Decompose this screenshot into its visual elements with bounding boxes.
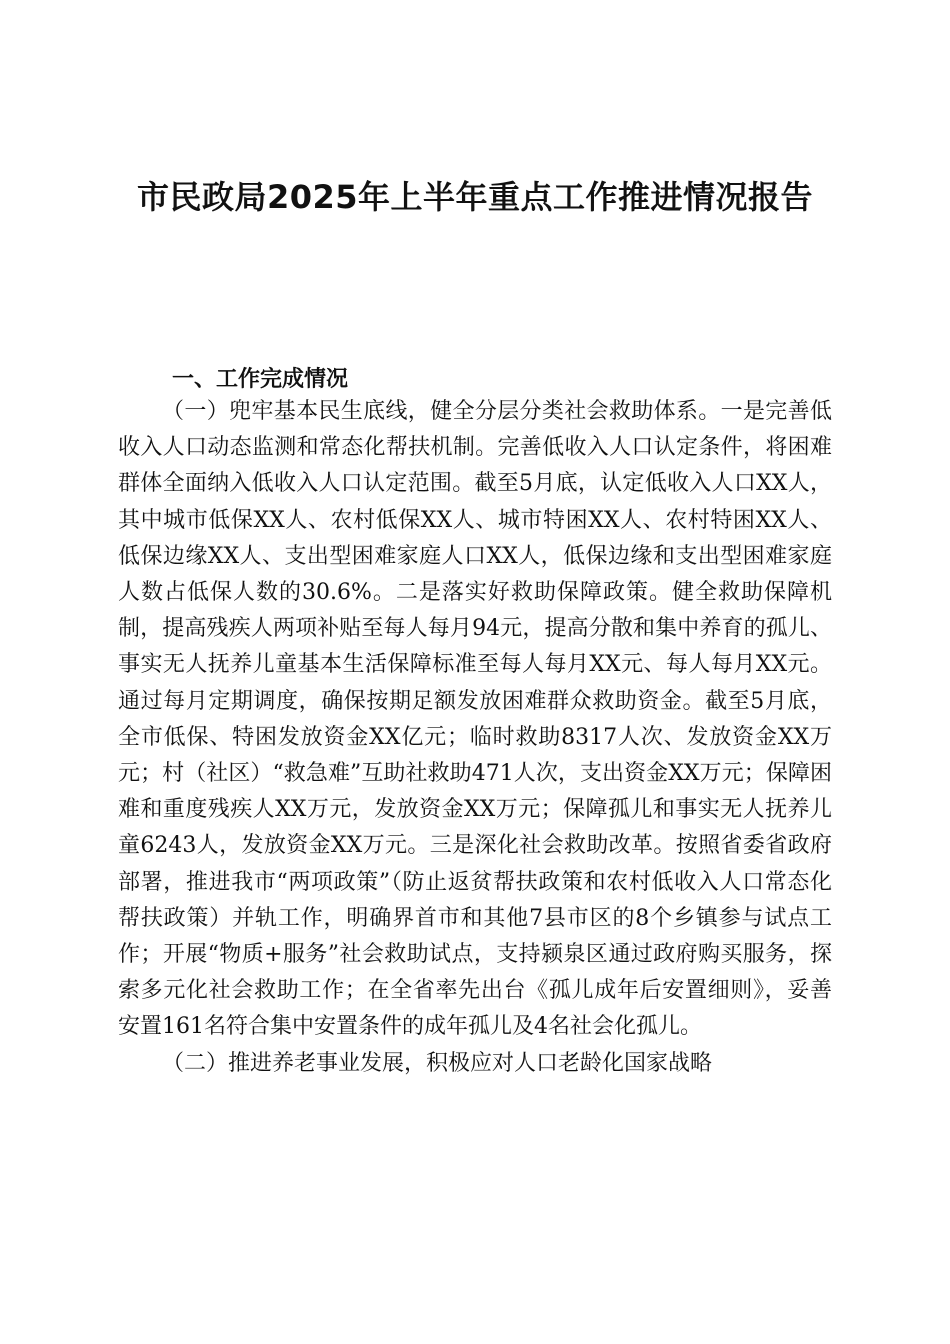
paragraph-social-assistance: （一）兜牢基本民生底线，健全分层分类社会救助体系。一是完善低收入人口动态监测和常态化帮扶机制。完善低收入人口认定条件，将困难群体全面纳入低收入人口认定范围。截至5月底，认定低收入人口XX人，其中城市低保XX人、农村低保XX人、城市特困XX人、农村特困XX人、低保边缘XX人、支出型困难家庭人口XX人，低保边缘和支出型困难家庭人数占低保人数的30.6%。二是落实好救助保障政策。健全救助保障机制，提高残疾人两项补贴至每人每月94元，提高分散和集中养育的孤儿、事实无人抚养儿童基本生活保障标准至每人每月XX元、每人每月XX元。通过每月定期调度，确保按期足额发放困难群众救助资金。截至5月底，全市低保、特困发放资金XX亿元；临时救助8317人次、发放资金XX万元；村（社区）“救急难”互助社救助471人次，支出资金XX万元；保障困难和重度残疾人XX万元，发放资金XX万元；保障孤儿和事实无人抚养儿童6243人，发放资金XX万元。三是深化社会救助改革。按照省委省政府部署，推进我市“两项政策”（防止返贫帮扶政策和农村低收入人口常态化帮扶政策）并轨工作，明确界首市和其他7县市区的8个乡镇参与试点工作；开展“物质+服务”社会救助试点，支持颍泉区通过政府购买服务，探索多元化社会救助工作；在全省率先出台《孤儿成年后安置细则》，妥善安置161名符合集中安置条件的成年孤儿及4名社会化孤儿。 (118, 399, 832, 1040)
document-title: 市民政局2025年上半年重点工作推进情况报告 (136, 178, 814, 216)
section-body (118, 394, 832, 1082)
paragraph-elderly-care: （二）推进养老事业发展，积极应对人口老龄化国家战略 (162, 1050, 713, 1076)
section-heading-work-completion: 一、工作完成情况 (172, 367, 349, 392)
